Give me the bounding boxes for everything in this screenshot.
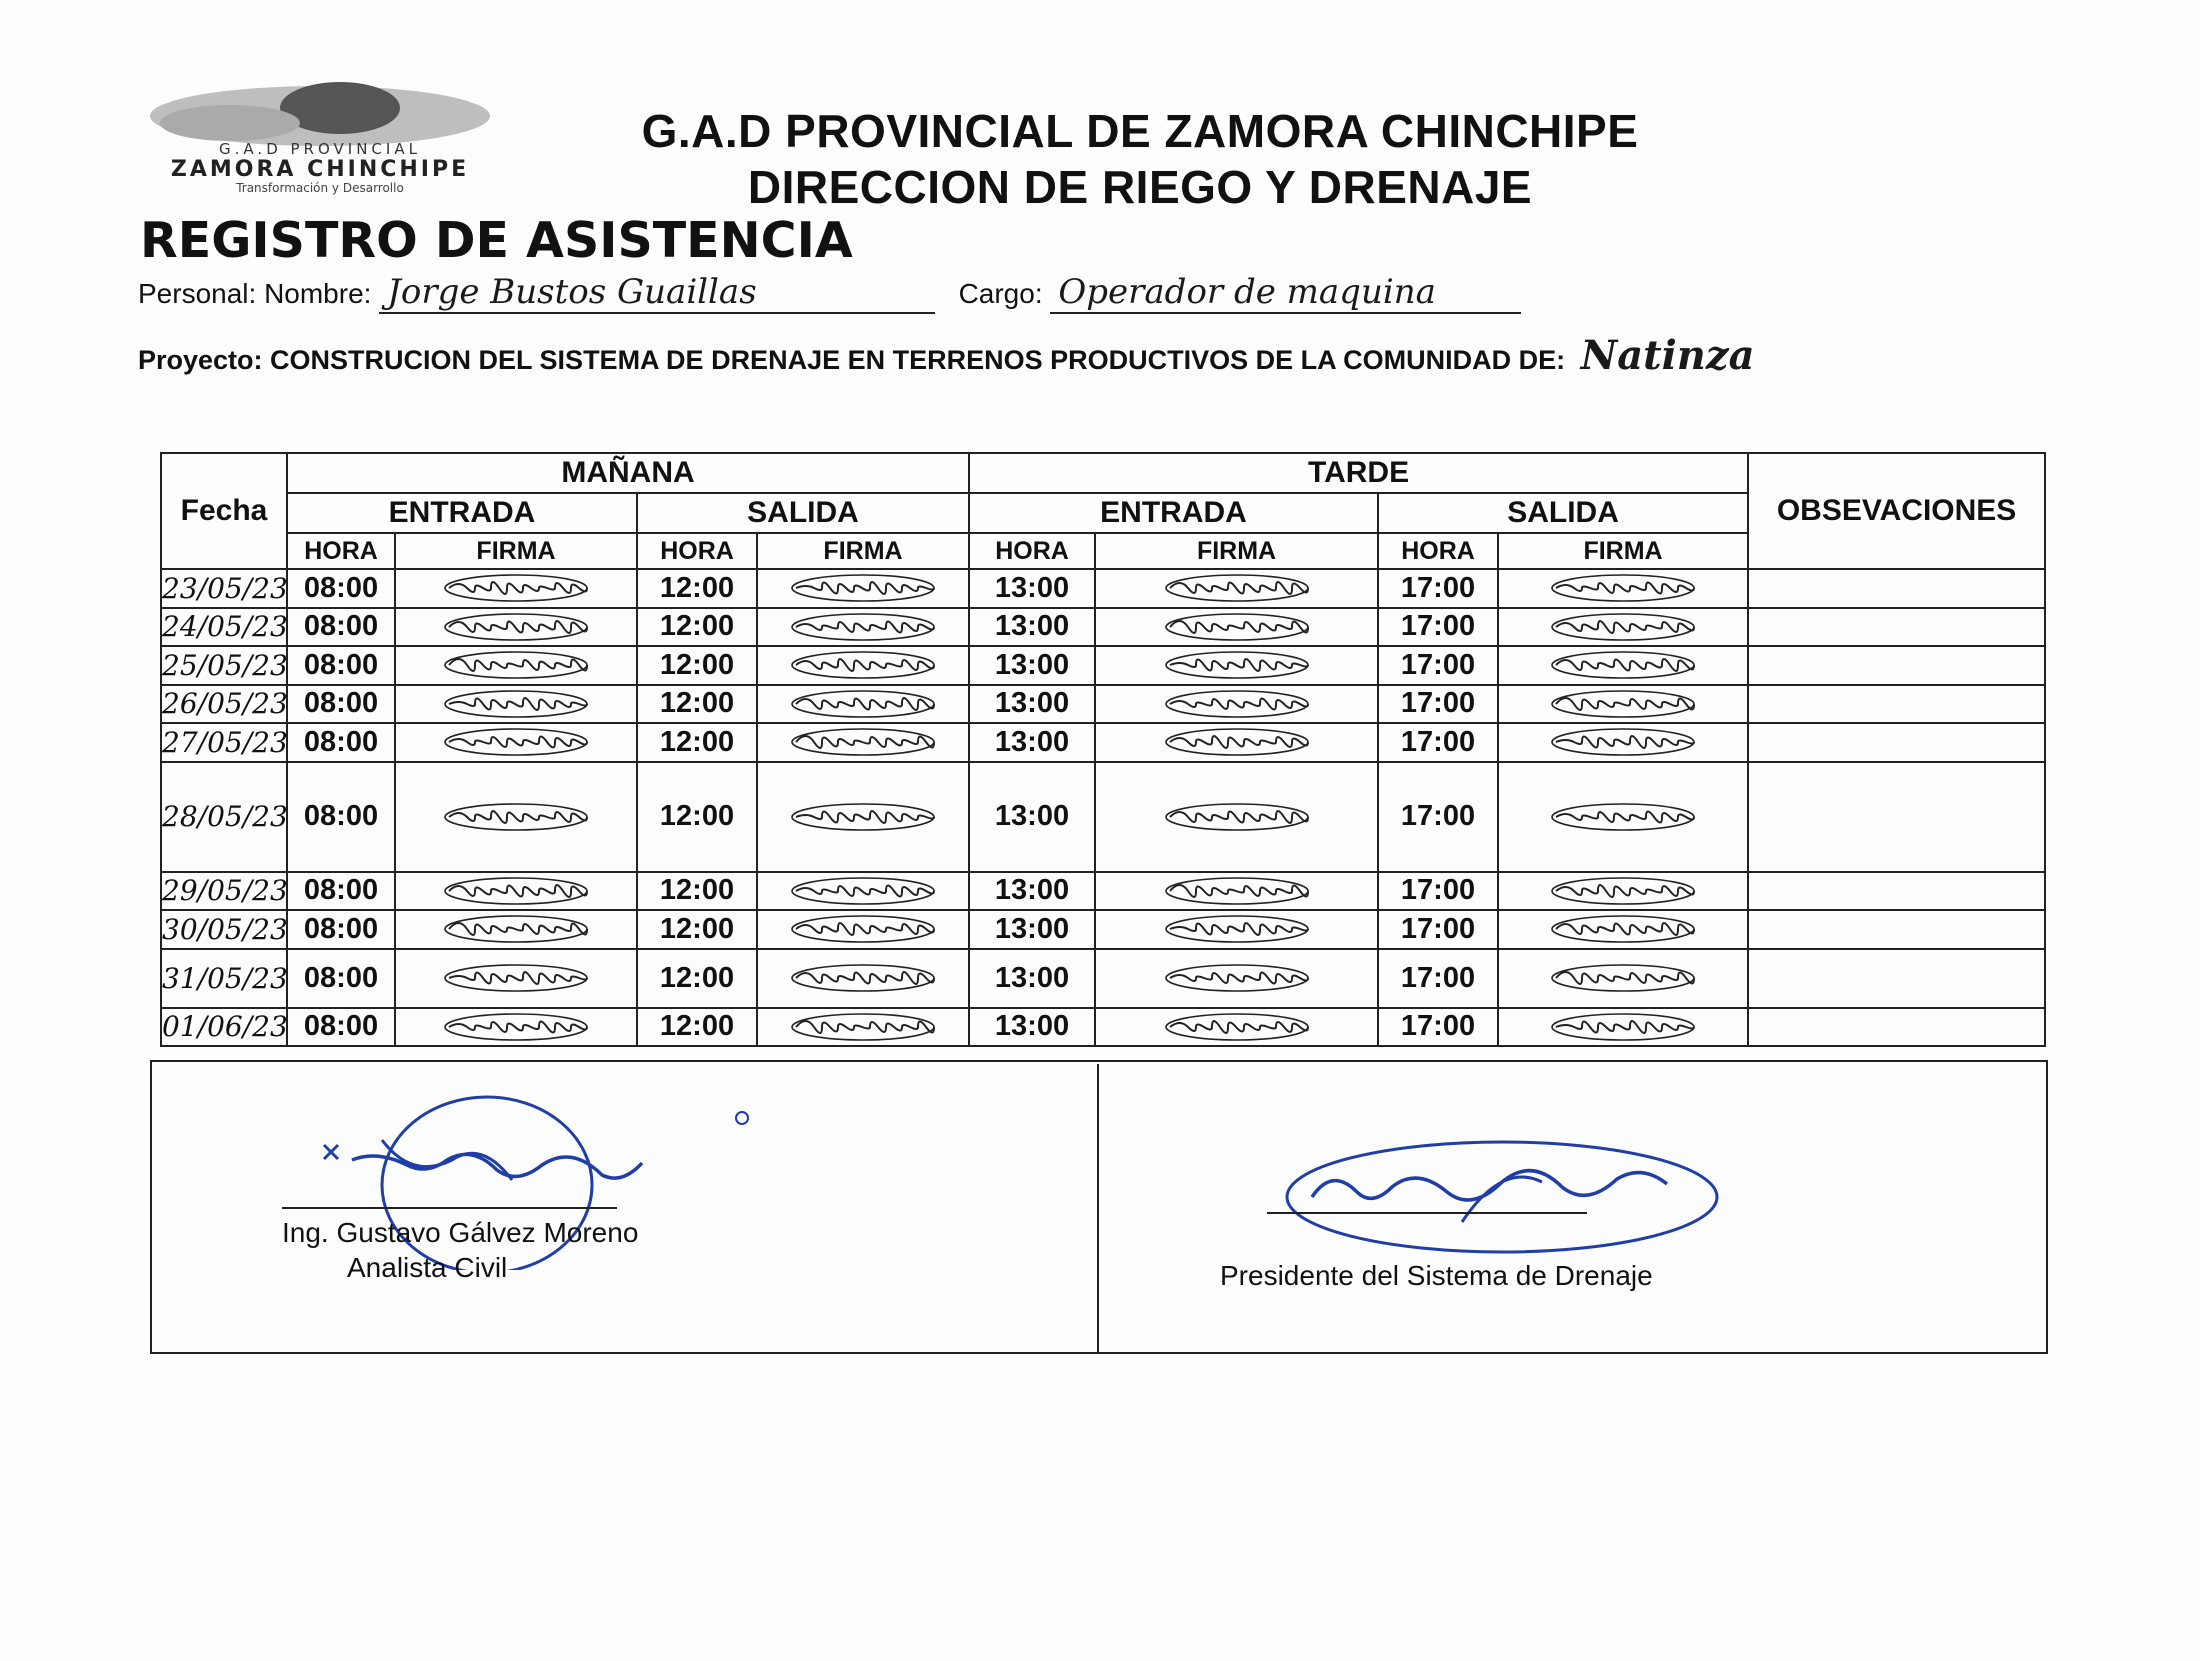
table-row	[161, 608, 2045, 647]
firma-salida-tarde	[1498, 1008, 1748, 1046]
observaciones-cell	[1748, 569, 2045, 608]
firma-entrada-manana	[395, 723, 637, 762]
hora-entrada-tarde: 13:00	[969, 910, 1095, 949]
analyst-role: Analista Civil	[347, 1252, 508, 1283]
fecha-cell: 24/05/23	[161, 608, 287, 647]
nombre-label: Personal: Nombre:	[138, 278, 372, 309]
firma-salida-manana	[757, 762, 969, 872]
signature-divider	[1097, 1064, 1099, 1352]
col-hora: HORA	[969, 533, 1095, 569]
hora-entrada-manana: 08:00	[287, 608, 395, 647]
observaciones-cell	[1748, 608, 2045, 647]
firma-salida-tarde	[1498, 646, 1748, 685]
fecha-cell: 23/05/23	[161, 569, 287, 608]
hora-entrada-manana: 08:00	[287, 685, 395, 724]
fecha-cell: 26/05/23	[161, 685, 287, 724]
signature-mark	[441, 611, 591, 643]
hora-salida-manana: 12:00	[637, 608, 757, 647]
signature-mark	[1162, 962, 1312, 994]
hora-salida-manana: 12:00	[637, 872, 757, 911]
signature-mark	[788, 611, 938, 643]
table-row	[161, 949, 2045, 1008]
firma-entrada-tarde	[1095, 685, 1378, 724]
hora-salida-tarde: 17:00	[1378, 872, 1498, 911]
observaciones-cell	[1748, 872, 2045, 911]
hora-entrada-manana: 08:00	[287, 1008, 395, 1046]
observaciones-cell	[1748, 685, 2045, 724]
table-row	[161, 723, 2045, 762]
firma-entrada-tarde	[1095, 910, 1378, 949]
signature-mark	[441, 962, 591, 994]
firma-salida-tarde	[1498, 569, 1748, 608]
firma-entrada-manana	[395, 910, 637, 949]
signature-mark	[788, 649, 938, 681]
table-row	[161, 872, 2045, 911]
col-manana-entrada: ENTRADA	[287, 493, 637, 533]
hora-entrada-tarde: 13:00	[969, 646, 1095, 685]
col-hora: HORA	[1378, 533, 1498, 569]
signature-mark	[1548, 649, 1698, 681]
observaciones-cell	[1748, 1008, 2045, 1046]
signature-mark	[1162, 913, 1312, 945]
firma-salida-tarde	[1498, 685, 1748, 724]
signature-mark	[788, 572, 938, 604]
col-firma: FIRMA	[757, 533, 969, 569]
firma-salida-tarde	[1498, 949, 1748, 1008]
svg-text:ZAMORA CHINCHIPE: ZAMORA CHINCHIPE	[170, 157, 470, 182]
firma-salida-manana	[757, 569, 969, 608]
observaciones-cell	[1748, 910, 2045, 949]
hora-salida-manana: 12:00	[637, 949, 757, 1008]
signature-mark	[788, 688, 938, 720]
president-signature-stamp	[1252, 1127, 1772, 1267]
firma-salida-tarde	[1498, 910, 1748, 949]
hora-entrada-tarde: 13:00	[969, 872, 1095, 911]
hora-entrada-manana: 08:00	[287, 872, 395, 911]
personal-row	[138, 272, 1521, 314]
col-firma: FIRMA	[1498, 533, 1748, 569]
firma-salida-manana	[757, 608, 969, 647]
col-fecha: Fecha	[161, 453, 287, 569]
table-row	[161, 569, 2045, 608]
firma-entrada-manana	[395, 569, 637, 608]
org-subtitle: DIRECCION DE RIEGO Y DRENAJE	[747, 161, 1533, 213]
fecha-cell: 25/05/23	[161, 646, 287, 685]
observaciones-cell	[1748, 646, 2045, 685]
col-firma: FIRMA	[1095, 533, 1378, 569]
fecha-cell: 01/06/23	[161, 1008, 287, 1046]
firma-salida-tarde	[1498, 872, 1748, 911]
president-signature-line	[1267, 1212, 1587, 1214]
firma-entrada-tarde	[1095, 646, 1378, 685]
signature-mark	[1162, 572, 1312, 604]
hora-entrada-tarde: 13:00	[969, 1008, 1095, 1046]
signature-mark	[788, 913, 938, 945]
hora-salida-tarde: 17:00	[1378, 762, 1498, 872]
signature-mark	[1548, 611, 1698, 643]
signature-mark	[788, 962, 938, 994]
signature-mark	[1162, 726, 1312, 758]
fecha-cell: 28/05/23	[161, 762, 287, 872]
hora-salida-tarde: 17:00	[1378, 910, 1498, 949]
attendance-table	[160, 452, 2046, 1047]
firma-entrada-manana	[395, 872, 637, 911]
hora-entrada-manana: 08:00	[287, 723, 395, 762]
table-row	[161, 646, 2045, 685]
signature-mark	[1162, 688, 1312, 720]
hora-salida-tarde: 17:00	[1378, 685, 1498, 724]
firma-entrada-manana	[395, 646, 637, 685]
cargo-label: Cargo:	[958, 278, 1043, 309]
svg-text:Transformación y Desarrollo: Transformación y Desarrollo	[236, 181, 404, 195]
firma-entrada-tarde	[1095, 1008, 1378, 1046]
signature-mark	[788, 1011, 938, 1043]
col-manana-salida: SALIDA	[637, 493, 969, 533]
comunidad-value: Natinza	[1580, 332, 1755, 379]
signature-mark	[788, 726, 938, 758]
signature-mark	[441, 688, 591, 720]
firma-entrada-tarde	[1095, 723, 1378, 762]
signature-mark	[1162, 649, 1312, 681]
firma-entrada-manana	[395, 685, 637, 724]
fecha-cell: 29/05/23	[161, 872, 287, 911]
firma-salida-manana	[757, 872, 969, 911]
hora-entrada-manana: 08:00	[287, 569, 395, 608]
hora-entrada-tarde: 13:00	[969, 685, 1095, 724]
signature-mark	[1548, 572, 1698, 604]
firma-entrada-tarde	[1095, 762, 1378, 872]
nombre-value: Jorge Bustos Guaillas	[379, 272, 935, 314]
hora-entrada-manana: 08:00	[287, 949, 395, 1008]
fecha-cell: 30/05/23	[161, 910, 287, 949]
signature-mark	[1548, 875, 1698, 907]
proyecto-row	[138, 332, 1763, 379]
observaciones-cell	[1748, 762, 2045, 872]
hora-salida-manana: 12:00	[637, 910, 757, 949]
firma-entrada-manana	[395, 1008, 637, 1046]
col-tarde-salida: SALIDA	[1378, 493, 1748, 533]
firma-salida-manana	[757, 910, 969, 949]
hora-entrada-tarde: 13:00	[969, 762, 1095, 872]
signature-mark	[1162, 611, 1312, 643]
hora-salida-tarde: 17:00	[1378, 723, 1498, 762]
signature-box	[150, 1060, 2048, 1354]
firma-entrada-tarde	[1095, 608, 1378, 647]
firma-salida-manana	[757, 949, 969, 1008]
signature-mark	[441, 913, 591, 945]
hora-salida-manana: 12:00	[637, 723, 757, 762]
hora-entrada-tarde: 13:00	[969, 723, 1095, 762]
signature-mark	[1548, 726, 1698, 758]
hora-salida-manana: 12:00	[637, 646, 757, 685]
signature-mark	[1548, 1011, 1698, 1043]
signature-mark	[788, 801, 938, 833]
signature-mark	[1548, 688, 1698, 720]
fecha-cell: 27/05/23	[161, 723, 287, 762]
cargo-value: Operador de maquina	[1050, 272, 1521, 314]
hora-salida-manana: 12:00	[637, 569, 757, 608]
firma-entrada-tarde	[1095, 872, 1378, 911]
org-title: G.A.D PROVINCIAL DE ZAMORA CHINCHIPE	[641, 105, 1639, 157]
table-row	[161, 762, 2045, 872]
col-manana: MAÑANA	[287, 453, 969, 493]
signature-mark	[441, 649, 591, 681]
svg-text:G.A.D PROVINCIAL: G.A.D PROVINCIAL	[219, 140, 421, 158]
col-observaciones: OBSEVACIONES	[1748, 453, 2045, 569]
hora-salida-tarde: 17:00	[1378, 1008, 1498, 1046]
signature-mark	[1162, 1011, 1312, 1043]
document-title: REGISTRO DE ASISTENCIA	[140, 212, 853, 269]
hora-entrada-tarde: 13:00	[969, 949, 1095, 1008]
hora-salida-manana: 12:00	[637, 1008, 757, 1046]
firma-salida-manana	[757, 1008, 969, 1046]
firma-entrada-tarde	[1095, 569, 1378, 608]
analyst-signature-line	[282, 1207, 617, 1209]
president-role: Presidente del Sistema de Drenaje	[1220, 1260, 1653, 1291]
hora-salida-tarde: 17:00	[1378, 949, 1498, 1008]
proyecto-label: Proyecto: CONSTRUCION DEL SISTEMA DE DRENAJE EN TERRENOS PRODUCTIVOS DE LA COMUNIDAD DE:	[138, 345, 1566, 375]
firma-salida-manana	[757, 646, 969, 685]
hora-salida-manana: 12:00	[637, 762, 757, 872]
col-tarde-entrada: ENTRADA	[969, 493, 1378, 533]
table-row	[161, 910, 2045, 949]
firma-entrada-manana	[395, 949, 637, 1008]
signature-mark	[788, 875, 938, 907]
hora-entrada-manana: 08:00	[287, 762, 395, 872]
hora-salida-tarde: 17:00	[1378, 569, 1498, 608]
signature-mark	[441, 1011, 591, 1043]
analyst-name: Ing. Gustavo Gálvez Moreno	[282, 1217, 639, 1248]
observaciones-cell	[1748, 723, 2045, 762]
hora-entrada-manana: 08:00	[287, 646, 395, 685]
fecha-cell: 31/05/23	[161, 949, 287, 1008]
hora-entrada-tarde: 13:00	[969, 608, 1095, 647]
signature-mark	[1548, 962, 1698, 994]
hora-entrada-tarde: 13:00	[969, 569, 1095, 608]
firma-entrada-tarde	[1095, 949, 1378, 1008]
table-row	[161, 685, 2045, 724]
signature-mark	[1162, 801, 1312, 833]
firma-entrada-manana	[395, 608, 637, 647]
signature-mark	[441, 875, 591, 907]
firma-entrada-manana	[395, 762, 637, 872]
col-hora: HORA	[287, 533, 395, 569]
signature-mark	[441, 572, 591, 604]
observaciones-cell	[1748, 949, 2045, 1008]
col-firma: FIRMA	[395, 533, 637, 569]
signature-mark	[1548, 913, 1698, 945]
firma-salida-manana	[757, 723, 969, 762]
table-row	[161, 1008, 2045, 1046]
firma-salida-tarde	[1498, 723, 1748, 762]
hora-salida-tarde: 17:00	[1378, 646, 1498, 685]
firma-salida-tarde	[1498, 608, 1748, 647]
signature-mark	[441, 801, 591, 833]
hora-entrada-manana: 08:00	[287, 910, 395, 949]
col-tarde: TARDE	[969, 453, 1748, 493]
signature-mark	[441, 726, 591, 758]
signature-mark	[1162, 875, 1312, 907]
col-hora: HORA	[637, 533, 757, 569]
hora-salida-tarde: 17:00	[1378, 608, 1498, 647]
firma-salida-tarde	[1498, 762, 1748, 872]
hora-salida-manana: 12:00	[637, 685, 757, 724]
signature-mark	[1548, 801, 1698, 833]
firma-salida-manana	[757, 685, 969, 724]
